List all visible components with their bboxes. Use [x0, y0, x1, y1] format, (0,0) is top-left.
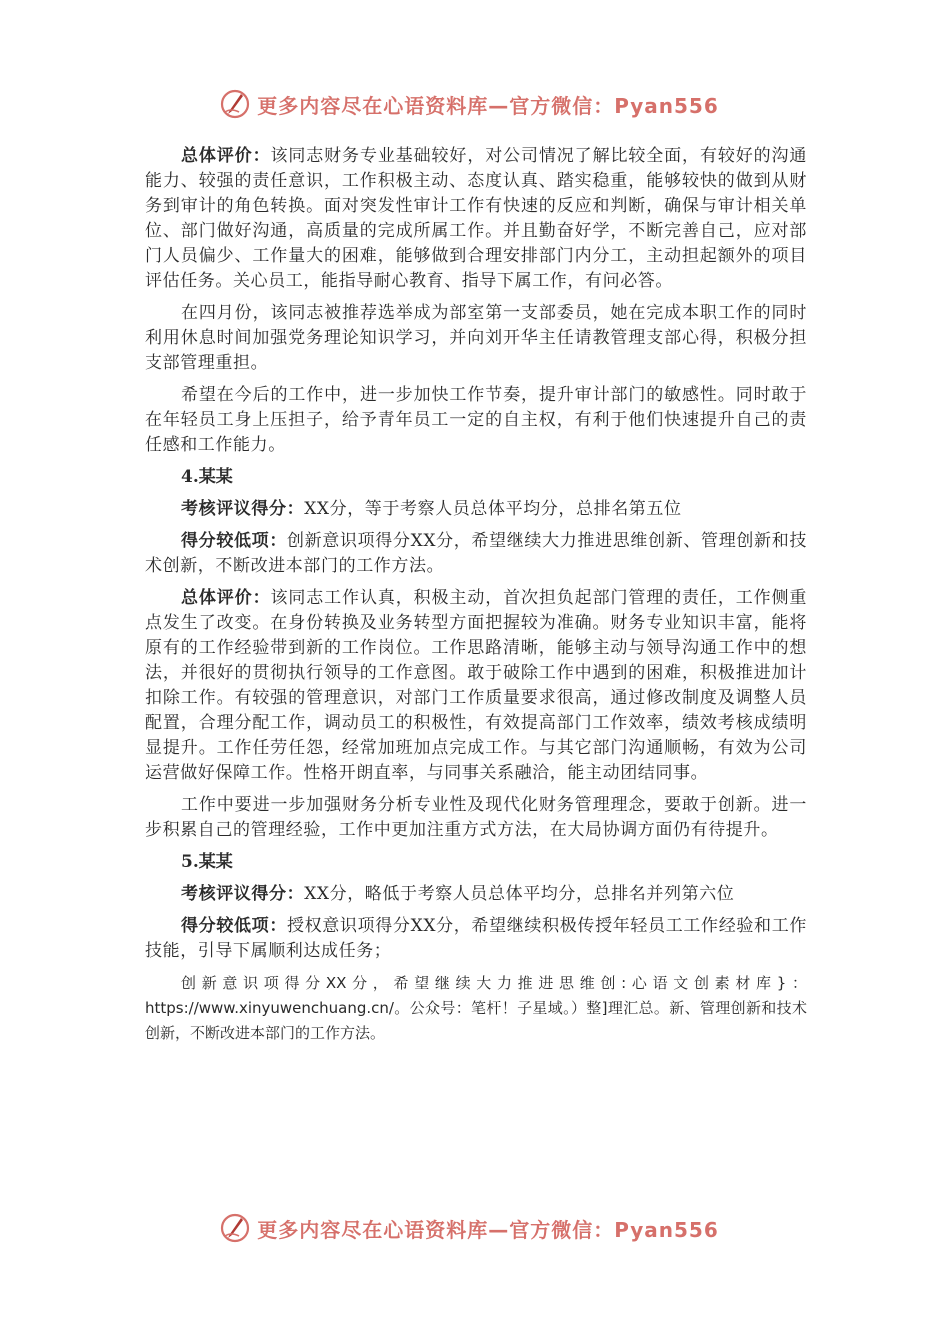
- paragraph-expectation-4: [145, 793, 807, 843]
- paragraph-expectation-1: [145, 383, 807, 458]
- paragraph-low-score-5: [145, 914, 807, 964]
- paragraph-party-work: [145, 301, 807, 376]
- paragraph-text: 创新意识项得分XX分，希望继续大力推进思维创:心语文创素材库}：https://www.xinyuwenchuang.cn/。公众号：笔杆！子星域。）整]理汇总。新、管理创新和技术创新，不断改进本部门的工作方法。: [145, 974, 807, 1042]
- paragraph-label: 总体评价：: [181, 588, 271, 608]
- header-banner: [0, 84, 950, 124]
- paragraph-label: 考核评议得分：: [181, 884, 305, 904]
- paragraph-score-5: [145, 882, 807, 907]
- paragraph-label: 总体评价：: [181, 146, 271, 166]
- paragraph-text: XX分，等于考察人员总体平均分，总排名第五位: [304, 499, 682, 519]
- quill-logo-icon: [219, 88, 251, 120]
- paragraph-overall-evaluation-4: [145, 586, 807, 786]
- footer-banner: [0, 1208, 950, 1248]
- paragraph-text: 在四月份，该同志被推荐选举成为部室第一支部委员，她在完成本职工作的同时利用休息时间加强党务理论知识学习，并向刘开华主任请教管理支部心得，积极分担支部管理重担。: [145, 303, 807, 373]
- paragraph-text: 该同志工作认真，积极主动，首次担负起部门管理的责任，工作侧重点发生了改变。在身份转换及业务转型方面把握较为准确。财务专业知识丰富，能将原有的工作经验带到新的工作岗位。工作思路清晰，能够主动与领导沟通工作中的想法，并很好的贯彻执行领导的工作意图。敢于破除工作中遇到的困难，积极推进加计扣除工作。有较强的管理意识，对部门工作质量要求很高，通过修改制度及调整人员配置，合理分配工作，调动员工的积极性，有效提高部门工作效率，绩效考核成绩明显提升。工作任劳任怨，经常加班加点完成工作。与其它部门沟通顺畅，有效为公司运营做好保障工作。性格开朗直率，与同事关系融洽，能主动团结同事。: [145, 588, 808, 783]
- banner-text: 更多内容尽在心语资料库—官方微信：Pyan556: [257, 93, 719, 118]
- paragraph-text: 工作中要进一步加强财务分析专业性及现代化财务管理理念，要敢于创新。进一步积累自己的管理经验，工作中更加注重方式方法，在大局协调方面仍有待提升。: [145, 795, 807, 840]
- paragraph-overall-evaluation-1: [145, 144, 807, 294]
- paragraph-label: 得分较低项：: [181, 531, 287, 551]
- paragraph-score-4: [145, 497, 807, 522]
- paragraph-innovation-5: [145, 971, 807, 1046]
- banner-text: 更多内容尽在心语资料库—官方微信：Pyan556: [257, 1217, 719, 1242]
- paragraph-text: XX分，略低于考察人员总体平均分，总排名并列第六位: [304, 884, 735, 904]
- paragraph-text: 希望在今后的工作中，进一步加快工作节奏，提升审计部门的敏感性。同时敢于在年轻员工身上压担子，给予青年员工一定的自主权，有利于他们快速提升自己的责任感和工作能力。: [145, 385, 807, 455]
- quill-logo-icon: [219, 1212, 251, 1244]
- section-heading-4: 4.某某: [181, 467, 233, 487]
- paragraph-text: 创新意识项得分XX分，希望继续大力推进思维创新、管理创新和技术创新，不断改进本部门的工作方法。: [145, 531, 807, 576]
- section-heading-5: 5.某某: [181, 852, 233, 872]
- paragraph-label: 考核评议得分：: [181, 499, 305, 519]
- paragraph-low-score-4: [145, 529, 807, 579]
- document-body: [145, 144, 807, 1053]
- paragraph-text: 授权意识项得分XX分，希望继续积极传授年轻员工工作经验和工作技能，引导下属顺利达成任务；: [145, 916, 807, 961]
- paragraph-label: 得分较低项：: [181, 916, 287, 936]
- paragraph-text: 该同志财务专业基础较好，对公司情况了解比较全面，有较好的沟通能力、较强的责任意识，工作积极主动、态度认真、踏实稳重，能够较快的做到从财务到审计的角色转换。面对突发性审计工作有快速的反应和判断，确保与审计相关单位、部门做好沟通，高质量的完成所属工作。并且勤奋好学，不断完善自己，应对部门人员偏少、工作量大的困难，能够做到合理安排部门内分工，主动担起额外的项目评估任务。关心员工，能指导耐心教育、指导下属工作，有问必答。: [145, 146, 808, 291]
